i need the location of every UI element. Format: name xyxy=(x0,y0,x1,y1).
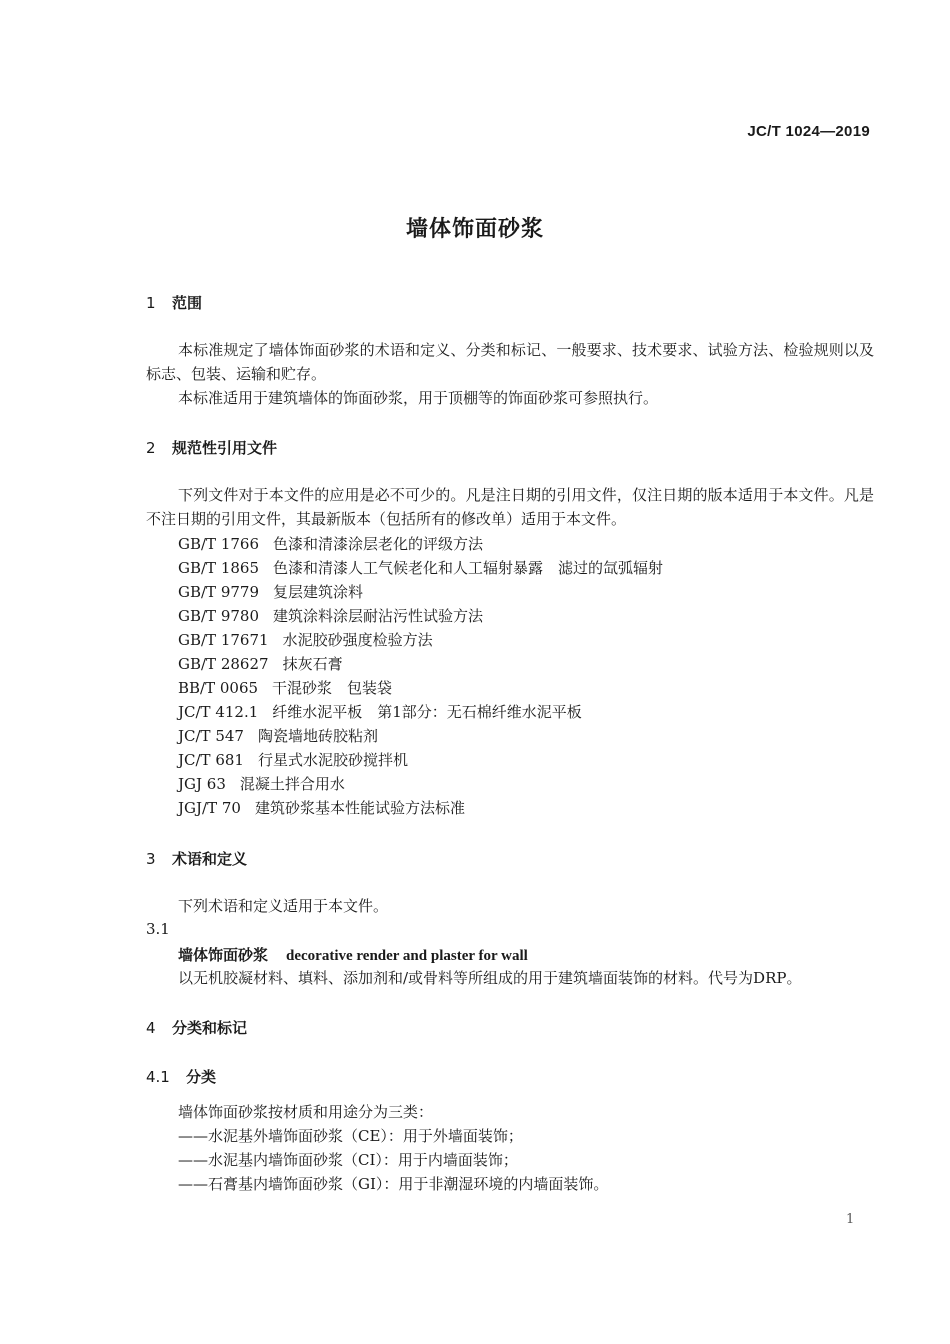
classification-item: ——水泥基内墙饰面砂浆（CI）：用于内墙面装饰； xyxy=(178,1151,518,1169)
reference-code: GB/T 9779 xyxy=(178,583,260,601)
reference-title: 色漆和清漆涂层老化的评级方法 xyxy=(273,535,484,553)
reference-item xyxy=(178,700,582,724)
classification-item: ——石膏基内墙饰面砂浆（GI）：用于非潮湿环境的内墙面装饰。 xyxy=(178,1175,609,1193)
subsection-4-1-heading xyxy=(146,1066,216,1087)
page-number: 1 xyxy=(846,1212,855,1227)
reference-item xyxy=(178,772,345,796)
reference-title: 纤维水泥平板 第1部分：无石棉纤维水泥平板 xyxy=(272,703,582,721)
section-title: 规范性引用文件 xyxy=(172,439,278,457)
reference-item xyxy=(178,652,343,676)
reference-code: GB/T 28627 xyxy=(178,655,269,673)
reference-title: 建筑砂浆基本性能试验方法标准 xyxy=(254,799,465,817)
reference-code: JC/T 681 xyxy=(178,751,244,769)
reference-item xyxy=(178,532,483,556)
section-1-heading xyxy=(146,292,202,313)
section-3-heading xyxy=(146,848,247,869)
reference-code: GB/T 17671 xyxy=(178,631,269,649)
section-number: 1 xyxy=(146,294,156,312)
scope-paragraph-1: 本标准规定了墙体饰面砂浆的术语和定义、分类和标记、一般要求、技术要求、试验方法、检验规则以及标志、包装、运输和贮存。 xyxy=(146,341,874,383)
term-english: decorative render and plaster for wall xyxy=(286,948,528,964)
reference-code: JC/T 547 xyxy=(178,727,244,745)
reference-title: 陶瓷墙地砖胶粘剂 xyxy=(257,727,378,745)
reference-title: 混凝土拌合用水 xyxy=(239,775,345,793)
term-entry xyxy=(178,944,528,965)
subsection-number: 4.1 xyxy=(146,1068,170,1086)
reference-title: 抹灰石膏 xyxy=(282,655,343,673)
reference-item xyxy=(178,604,483,628)
reference-title: 干混砂浆 包装袋 xyxy=(272,679,393,697)
reference-item xyxy=(178,580,363,604)
section-title: 分类和标记 xyxy=(172,1019,248,1037)
reference-item xyxy=(178,796,465,820)
reference-code: GB/T 9780 xyxy=(178,607,260,625)
section-4-heading xyxy=(146,1017,247,1038)
reference-code: JC/T 412.1 xyxy=(178,703,259,721)
reference-title: 水泥胶砂强度检验方法 xyxy=(282,631,433,649)
reference-code: JGJ/T 70 xyxy=(178,799,241,817)
section-2-heading xyxy=(146,437,277,458)
section-title: 术语和定义 xyxy=(172,850,248,868)
reference-item xyxy=(178,556,663,580)
reference-code: JGJ 63 xyxy=(178,775,226,793)
reference-item xyxy=(178,724,378,748)
clause-number: 3.1 xyxy=(146,920,170,938)
standard-code: JC/T 1024—2019 xyxy=(747,123,870,140)
classification-intro: 墙体饰面砂浆按材质和用途分为三类： xyxy=(178,1103,434,1121)
term-chinese: 墙体饰面砂浆 xyxy=(178,946,269,964)
section-title: 范围 xyxy=(172,294,203,312)
reference-code: GB/T 1766 xyxy=(178,535,260,553)
reference-title: 建筑涂料涂层耐沾污性试验方法 xyxy=(273,607,484,625)
reference-code: BB/T 0065 xyxy=(178,679,259,697)
reference-item xyxy=(178,676,392,700)
classification-item: ——水泥基外墙饰面砂浆（CE）：用于外墙面装饰； xyxy=(178,1127,523,1145)
section-number: 3 xyxy=(146,850,156,868)
reference-item xyxy=(178,748,408,772)
scope-paragraph-2: 本标准适用于建筑墙体的饰面砂浆，用于顶棚等的饰面砂浆可参照执行。 xyxy=(178,389,659,407)
reference-item xyxy=(178,628,433,652)
reference-title: 色漆和清漆人工气候老化和人工辐射暴露 滤过的氙弧辐射 xyxy=(273,559,664,577)
section-number: 2 xyxy=(146,439,156,457)
term-definition: 以无机胶凝材料、填料、添加剂和/或骨料等所组成的用于建筑墙面装饰的材料。代号为DRP。 xyxy=(178,969,802,987)
reference-title: 复层建筑涂料 xyxy=(273,583,364,601)
document-title: 墙体饰面砂浆 xyxy=(405,217,544,242)
terms-intro: 下列术语和定义适用于本文件。 xyxy=(178,897,389,915)
section-number: 4 xyxy=(146,1019,156,1037)
subsection-title: 分类 xyxy=(186,1068,217,1086)
reference-title: 行星式水泥胶砂搅拌机 xyxy=(257,751,408,769)
references-intro: 下列文件对于本文件的应用是必不可少的。凡是注日期的引用文件，仅注日期的版本适用于本文件。凡是不注日期的引用文件，其最新版本（包括所有的修改单）适用于本文件。 xyxy=(146,486,874,528)
reference-code: GB/T 1865 xyxy=(178,559,260,577)
